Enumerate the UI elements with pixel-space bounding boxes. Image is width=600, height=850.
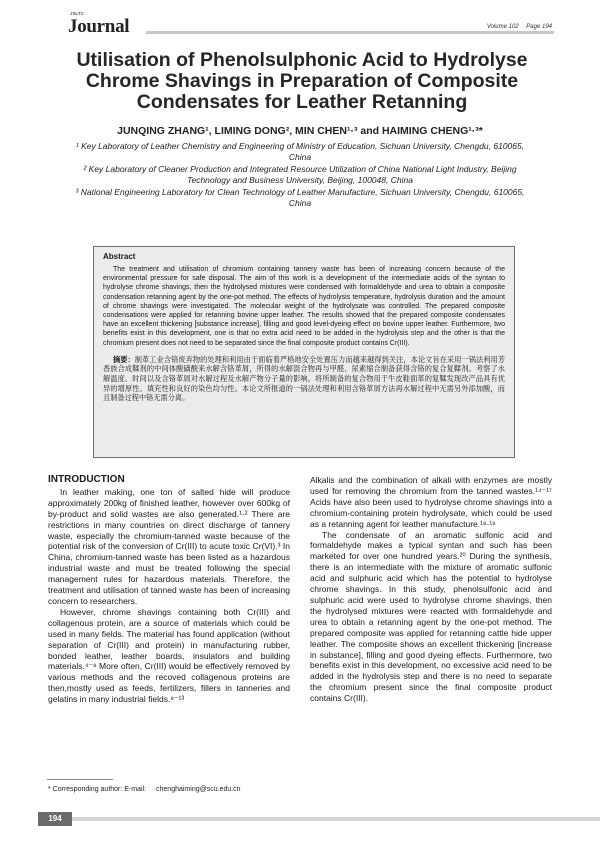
footnote-label: * Corresponding author: E-mail: bbox=[48, 786, 147, 793]
body-paragraph: Alkalis and the combination of alkali with enzymes are mostly used for removing the chromium from the tanned wastes.¹⁴⁻¹⁷ Acids have also been used to hydrolyse chrome shavings into a chromium-containing protein hydrolysate, which could be used as a retanning agent for leather manufacture.¹⁸·¹⁹ bbox=[310, 475, 552, 529]
author-email[interactable]: chenghaiming@scu.edu.cn bbox=[156, 786, 241, 793]
affiliation: ² Key Laboratory of Cleaner Production and Integrated Resource Utilization of China National Light Industry, Beijing Technology and Business University, Beijing, 100048, China bbox=[83, 164, 517, 185]
page-label: Page 194 bbox=[526, 24, 552, 30]
abstract-chinese-label: 摘要： bbox=[113, 354, 135, 364]
abstract-text: The treatment and utilisation of chromium containing tannery waste has been of increasing concern because of the environmental pressure for safe disposal. The aim of this work is a development of the intermediate acids of the syntan to hydrolyse chrome shavings, then the hydrolysed mixtures were condensed with formaldehyde and urea to obtain a composite condensation retanning agent by the one-pot method. The effects of hydrolysis temperature, hydrolysis duration and the amount of chrome shavings were investigated. The molecular weight of the hydrolysate was controlled. The prepared composite condensations were applied for retanning bovine upper leather. The results showed that the prepared composite condensates have an excellent thickening [substance increase], filling and good level-dyeing effect on bovine upper leather. Furthermore, two benefits exist in this development, one is that no extra acid need to be added in the hydrolysis step and the other is that the chromium present does not need to be separated since the final composite product contains Cr(III). bbox=[103, 266, 505, 347]
footnote-rule bbox=[47, 779, 113, 780]
body-paragraph: In leather making, one ton of salted hide will produce approximately 200kg of finished leather, however over 600kg of by-product and solid wastes are also generated.¹·² There are restrictions in many countries on direct discharge of tannery waste, especially the chromium-tanned waste because of the potential risk of the conversion of Cr(III) to acute toxic Cr(VI).³ In China, chromium-tanned waste has been listed as a hazardous industrial waste and must be treated following the special management rules for hazardous materials. Therefore, the treatment and utilisation of tanned waste has been of increasing concern to researchers. bbox=[48, 486, 290, 606]
body-paragraph: However, chrome shavings containing both Cr(III) and collagenous protein, are a source of materials which could be used in many fields. The material has found application (without separation of Cr(III) and protein) in manufacturing rubber, bonded leather, leather boards, insulators and building materials.⁴⁻⁸ More often, Cr(III) would be effectively removed by various methods and the recoved collagenous proteins are then,mostly used as feeds, fertilizers, fillers in tanneries and gelatins in many industrial fields.⁹⁻¹³ bbox=[48, 606, 290, 705]
abstract-chinese-text: 制革工业含铬废弃物的处理和利用由于面临着严格地安全处置压力而越来越得到关注，本论文旨在采用一锅法利用芳香族合成鞣剂的中间体酸磺酸来水解含铬革屑，所得的水解混合物再与甲醛、尿素缩合制备获得含铬的复合复鞣剂。考察了水解温度、时间以及含铬革屑对水解过程及水解产物分子量的影响。将所制备的复合物用于牛皮鞋面革的复鞣发现改产品具有优异的增厚性、填充性和良好的染色均匀性。本论文所报道的一锅法处理和利用含铬革屑方法再水解过程中无需另外添加酸，而且制备过程中铬无需分离。 bbox=[103, 354, 505, 403]
affiliations bbox=[70, 141, 530, 210]
left-column bbox=[48, 475, 290, 705]
journal-logo: Journal bbox=[68, 16, 130, 37]
journal-logo-prefix: JSLTC bbox=[70, 11, 84, 16]
introduction-heading: INTRODUCTION bbox=[48, 474, 125, 485]
abstract-chinese bbox=[103, 355, 505, 403]
abstract-heading: Abstract bbox=[103, 252, 136, 261]
page-header bbox=[0, 0, 600, 44]
volume-label: Volume 102 bbox=[486, 24, 519, 30]
volume-info bbox=[487, 24, 552, 30]
right-column bbox=[310, 475, 552, 704]
corresponding-author-footnote bbox=[48, 786, 241, 793]
header-rule bbox=[146, 31, 554, 34]
article-title: Utilisation of Phenolsulphonic Acid to Hydrolyse Chrome Shavings in Preparation of Composite Condensates for Leather Retanning bbox=[76, 49, 528, 113]
abstract-box bbox=[93, 246, 515, 458]
page-number: 194 bbox=[38, 812, 72, 826]
author-list: JUNQING ZHANG¹, LIMING DONG², MIN CHEN¹·³ and HAIMING CHENG¹·³* bbox=[117, 125, 483, 137]
body-paragraph: The condensate of an aromatic sulfonic acid and formaldehyde makes a typical syntan and such has been marketed for over one hundred years.²⁰ During the synthesis, there is an intermediate with the mixture of aromatic sulfonic acid and sulphuric acid which has the potential to hydrolyse chrome shavings. In this study, phenolsulfonic acid and sulphuric acid were used to hydrolyse chrome shavings, then the hydrolysed mixtures were reacted with formaldehyde and urea to obtain a retanning agent by the one-pot method. The prepared composite was applied for retanning cattle hide upper leather. The composite shows an excellent thickening [increase in substance], filling and good dyeing effects. Furthermore, two benefits exist in this development, no excessive acid need to be added in the hydrolysis step and there is no need to separate the chromium present since the final composite product contains Cr(III). bbox=[310, 529, 552, 704]
affiliation: ³ National Engineering Laboratory for Clean Technology of Leather Manufacture, Sichuan University, Chengdu, 610065, China bbox=[75, 187, 525, 208]
affiliation: ¹ Key Laboratory of Leather Chemistry and Engineering of Ministry of Education, Sichuan University, Chengdu, 610065, China bbox=[75, 141, 525, 162]
footer-bar bbox=[72, 817, 600, 821]
